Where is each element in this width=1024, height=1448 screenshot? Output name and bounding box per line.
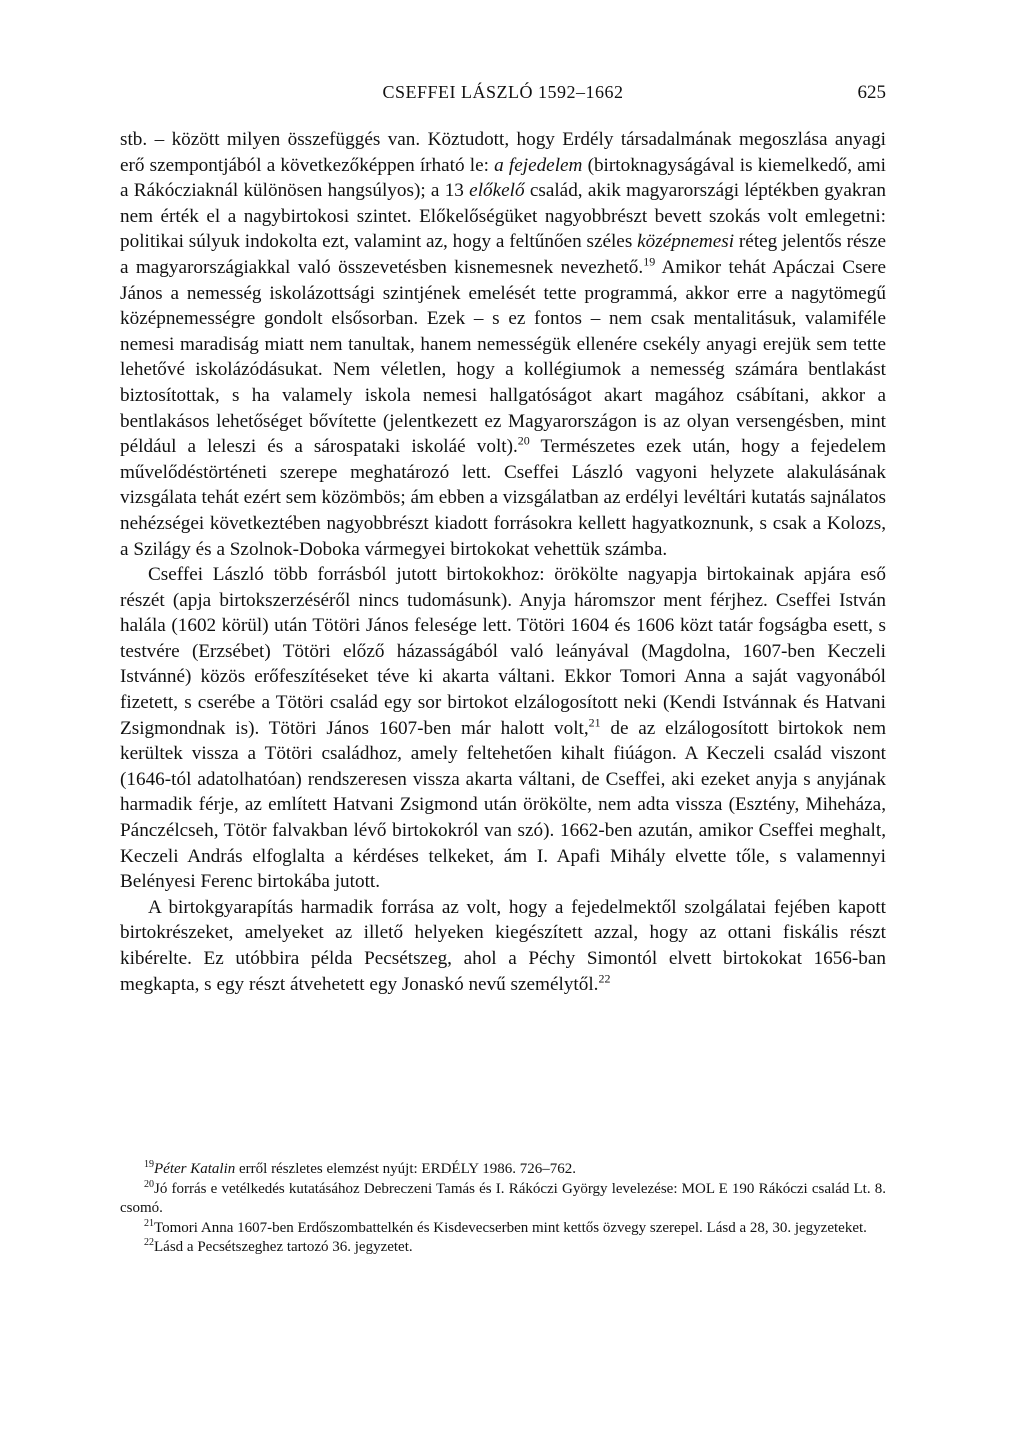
- footnote-20: [120, 1180, 886, 1219]
- footnote-ref-20: 20: [517, 433, 530, 448]
- text-span: stb. – között milyen összefüggés van. Köztudott, hogy Erdély társadalmának megoszlása anyagi erő szempontjából a következőképpen írható le:: [120, 129, 886, 176]
- footnote-text: Tomori Anna 1607-ben Erdőszombattelkén és Kisdevecserben mint kettős özvegy szerepel. Lásd a 28, 30. jegyzeteket.: [154, 1219, 867, 1236]
- italic-term: középnemesi: [637, 231, 735, 253]
- italic-term: előkelő: [469, 180, 525, 202]
- text-span: Cseffei László több forrásból jutott birtokokhoz: örökölte nagyapja birtokainak apjára eső részét (apja birtokszerzéséről nincs tudomásunk). Anyja háromszor ment férjhez. Cseffei István halála (1602 körül) után Tötöri János felesége lett. Tötöri 1604 és 1606 közt tatár fogságba esett, s testvére (Erzsébet) Tötöri előző házasságából való leányával (Magdolna, 1607-ben Keczeli Istvánné) közös erőfeszítéseket téve ki akarta váltani. Ekkor Tomori Anna a saját vagyonából fizetett, s cserébe a Tötöri család egy sor birtokot elzálogosított neki (Kendi Istvánnak és Hatvani Zsigmondnak is). Tötöri János 1607-ben már halott volt,: [120, 564, 886, 739]
- footnotes: [120, 1160, 886, 1258]
- footnote-ref-21: 21: [588, 715, 601, 730]
- text-span: család, akik magyarországi léptékben gyakran nem érték el a nagybirtokosi szintet. Előkelőségüket nagyobbrészt bevett szokás volt emlegetni: politikai súlyuk indokolta ezt, valamint az, hogy a feltűnően széles: [120, 180, 886, 253]
- italic-term: a fejedelem: [494, 154, 583, 176]
- paragraph-2: [120, 562, 886, 895]
- footnote-text: Lásd a Pecsétszeghez tartozó 36. jegyzetet.: [154, 1239, 413, 1255]
- text-span: (birtoknagyságával is kiemelkedő, ami a Rákócziaknál különösen hangsúlyos); a 13: [120, 154, 887, 202]
- paragraph-3: [120, 895, 886, 997]
- text-span: réteg jelentős része a magyarországiakkal való összevetésben kisnemesnek nevezhető.: [120, 231, 886, 278]
- text-span: Természetes ezek után, hogy a fejedelem művelődéstörténeti szerepe meghatározó lett. Cseffei László vagyoni helyzete alakulásának vizsgálata tehát ezért sem közömbös; ám ebben a vizsgálatban az erdélyi levéltári kutatás sajnálatos nehézségei következtében nagyobbrészt kiadott forrásokra kellett hagyatkoznunk, s csak a Kolozs, a Szilágy és a Szolnok-Doboka vármegyei birtokokat vehettük számba.: [120, 436, 886, 560]
- footnote-19: [120, 1160, 886, 1180]
- footnote-22: [120, 1238, 886, 1258]
- footnote-author: Péter Katalin: [154, 1161, 236, 1177]
- page-number: 625: [857, 82, 886, 103]
- footnote-number: 19: [144, 1159, 154, 1170]
- text-span: Amikor tehát Apáczai Csere János a nemesség iskolázottsági szintjének emelését tette programmá, akkor erre a nagytömegű középnemességre gondolt elsősorban. Ezek – s ez fontos – nem csak mentalitásuk, valamiféle nemesi maradiság miatt nem tanultak, hanem nemességük ellenére csekély anyagi erejük sem tette lehetővé iskolázódásukat. Nem véletlen, hogy a kollégiumok a nemesség számára bentlakást biztosítottak, s ha valamely iskola nemesi hallgatóságot akart magához csábítani, akkor a bentlakásos lehetőséget bővítette (jelentkezett ez Magyarországon is az olyan versengésben, mint például a leleszi és a sárospataki iskoláé volt).: [120, 256, 886, 458]
- paragraph-1: [120, 127, 886, 562]
- footnote-number: 21: [144, 1217, 154, 1229]
- footnote-ref-19: 19: [643, 254, 656, 269]
- footnote-ref-22: 22: [598, 971, 611, 986]
- footnote-number: 20: [144, 1178, 154, 1190]
- running-title: CSEFFEI LÁSZLÓ 1592–1662: [382, 82, 624, 102]
- text-span: A birtokgyarapítás harmadik forrása az volt, hogy a fejedelmektől szolgálatai fejében kapott birtokrészeket, amelyeket az illető helyeken kiegészített azzal, hogy az ottani fiskális részt kibérelte. Ez utóbbira példa Pecsétszeg, ahol a Péchy Simontól elvett birtokokat 1656-ban megkapta, s egy részt átvehetett egy Jonaskó nevű személytől.: [120, 896, 886, 995]
- text-span: de az elzálogosított birtokok nem kerültek vissza a Tötöri családhoz, amely feltehetően kihalt fiúágon. A Keczeli család viszont (1646-tól adatolhatóan) rendszeresen vissza akarta váltani, de Cseffei, aki ezeket anyja s anyjának harmadik férje, az említett Hatvani Zsigmond után örökölte, nem adta vissza (Esztény, Miheháza, Pánczélcseh, Tötör falvakban lévő birtokokról van szó). 1662-ben azután, amikor Cseffei meghalt, Keczeli András elfoglalta a kérdéses telkeket, ám I. Apafi Mihály elvette tőle, s valamennyi Belényesi Ferenc birtokába jutott.: [120, 717, 887, 893]
- main-text: [120, 127, 886, 997]
- footnote-text: Jó forrás e vetélkedés kutatásához Debreczeni Tamás és I. Rákóczi György levelezése: MOL E 190 Rákóczi család Lt. 8. csomó.: [120, 1180, 886, 1216]
- footnote-text: erről részletes elemzést nyújt: ERDÉLY 1986. 726–762.: [235, 1161, 577, 1177]
- footnote-21: [120, 1219, 886, 1239]
- running-head: [120, 82, 886, 112]
- footnote-number: 22: [144, 1237, 154, 1248]
